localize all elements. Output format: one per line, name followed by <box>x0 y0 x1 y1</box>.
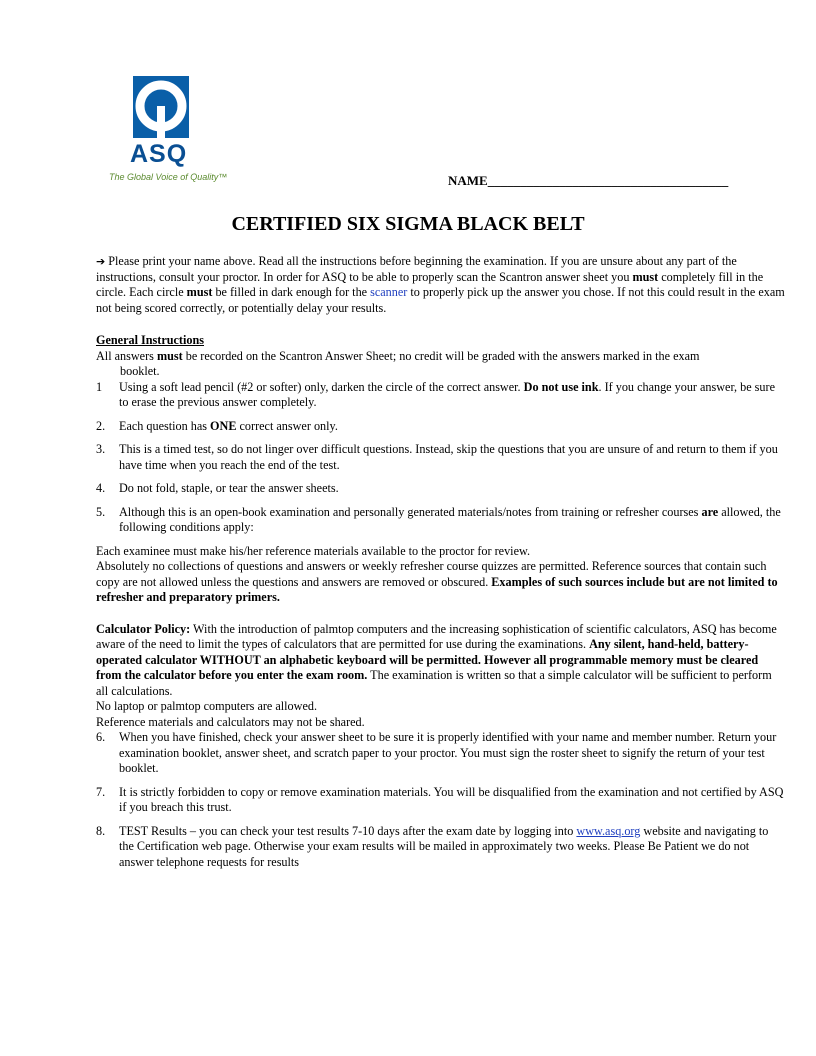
general-heading-text: General Instructions <box>96 333 204 347</box>
general-text-a: All answers <box>96 348 157 363</box>
intro-must-2: must <box>186 285 213 299</box>
intro-paragraph <box>96 254 786 316</box>
name-field <box>448 173 816 189</box>
list-item-4 <box>96 481 786 497</box>
name-underline: _____________________________________ <box>487 173 729 188</box>
logo-wordmark: ASQ <box>130 140 188 168</box>
general-instructions-heading <box>96 333 786 349</box>
list-item-3 <box>96 442 786 473</box>
calculator-policy <box>96 622 786 700</box>
condition-2-bold: Examples of such sources include but are not limited to refresher and preparatory primers. <box>96 574 778 604</box>
intro-text-3: be filled in dark enough for the <box>212 285 371 299</box>
item-text-a: This is a timed test, so do not linger over difficult questions. Instead, skip the questions that you are unsure of and return to them if you have time when you reach the end of the test. <box>119 442 778 472</box>
general-instructions-text <box>96 349 786 380</box>
item-text <box>119 442 786 473</box>
item-number: 1 <box>96 379 103 394</box>
calculator-text-bold: Any silent, hand-held, battery-operated calculator WITHOUT an alphabetic keyboard will be permitted. However all programmable memory must be cleared from the calculator before you enter the exam room. <box>96 637 759 682</box>
intro-text-1: Please print your name above. Read all the instructions before beginning the examination. If you are unsure about any part of the instructions, consult your proctor. In order for ASQ to be able to properly scan the Scantron answer sheet you <box>96 254 737 284</box>
item-number: 7. <box>96 784 106 799</box>
general-text-c: booklet. <box>120 364 160 378</box>
calculator-text-a: With the introduction of palmtop computers and the increasing sophistication of scientific calculators, ASQ has become aware of the need to limit the types of calculators that are permitted for use during the examinations. <box>96 621 777 651</box>
item-text-c: correct answer only. <box>236 418 338 433</box>
item-text-a: Although this is an open-book examination and personally generated materials/notes from training or refresher courses <box>119 504 702 519</box>
list-item-5 <box>96 505 786 536</box>
intro-must-1: must <box>632 269 659 284</box>
item-text-bold: Do not use ink <box>523 379 599 394</box>
general-must: must <box>156 348 183 363</box>
item-text: It is strictly forbidden to copy or remove examination materials. You will be disqualified from the examination and not certified by ASQ if you breach this trust. <box>119 784 784 814</box>
item-text <box>119 505 786 536</box>
condition-2-text: Absolutely no collections of questions and answers or weekly refresher course quizzes are permitted. Reference sources that contain such copy are not allowed unless the questions and answers are removed or obscured. <box>96 559 767 589</box>
logo-q-tail <box>157 106 165 138</box>
condition-no-sharing: Reference materials and calculators may not be shared. <box>96 714 365 729</box>
list-item-8 <box>96 824 786 871</box>
intro-text-2: completely fill in the circle. Each circle <box>96 269 764 299</box>
item-number: 8. <box>96 823 106 838</box>
asq-logo-q-icon <box>109 76 213 186</box>
item-number: 3. <box>96 442 106 456</box>
instructions-body <box>96 254 786 878</box>
intro-text-4: to properly pick up the answer you chose. If not this could result in the exam not being scored correctly, or potentially delay your results. <box>96 285 785 315</box>
calculator-text-c: The examination is written so that a simple calculator will be sufficient to perform all calculations. <box>96 668 772 698</box>
item-text-c: allowed, the following conditions apply: <box>119 504 781 534</box>
page-title: CERTIFIED SIX SIGMA BLACK BELT <box>231 213 585 235</box>
item-number: 5. <box>96 504 106 519</box>
condition-no-laptops: No laptop or palmtop computers are allowed. <box>96 699 318 713</box>
item-text: When you have finished, check your answer sheet to be sure it is properly identified with your name and member number. Return your examination booklet, answer sheet, and scratch paper to your proctor. You must sign the roster sheet to signify the return of your test booklet. <box>119 730 777 775</box>
item-text <box>119 824 786 871</box>
asq-website-link[interactable]: www.asq.org <box>576 823 641 838</box>
list-item-1 <box>96 380 786 411</box>
calculator-policy-label: Calculator Policy: <box>96 621 191 636</box>
list-item-6 <box>96 730 786 777</box>
intro-scanner-word: scanner <box>370 285 408 299</box>
item-text <box>119 419 786 435</box>
list-item-7 <box>96 785 786 816</box>
item-number: 6. <box>96 730 106 744</box>
item-text-c: . If you change your answer, be sure to erase the previous answer completely. <box>119 379 775 409</box>
item-text-a: Do not fold, staple, or tear the answer sheets. <box>119 481 339 495</box>
general-text-b: be recorded on the Scantron Answer Sheet; no credit will be graded with the answers marked in the exam <box>182 348 700 363</box>
list-item-2 <box>96 419 786 435</box>
item-text-bold: ONE <box>210 418 237 433</box>
condition-no-collections <box>96 559 786 606</box>
item-text-a: Each question has <box>119 418 211 433</box>
item-number: 4. <box>96 481 106 495</box>
item-8-text-a: TEST Results – you can check your test results 7-10 days after the exam date by logging into <box>119 823 577 838</box>
item-text-bold: are <box>701 504 719 519</box>
arrow-right-icon: ➔ <box>96 255 106 268</box>
name-label: NAME <box>448 173 488 188</box>
item-text <box>119 481 786 497</box>
item-number: 2. <box>96 418 106 433</box>
logo-tagline: The Global Voice of Quality™ <box>109 172 228 182</box>
item-8-text-b: website and navigating to the Certification web page. Otherwise your exam results will be mailed in approximately two weeks. Please Be Patient we do not answer telephone requests for results <box>119 823 769 869</box>
item-text-a: Using a soft lead pencil (#2 or softer) only, darken the circle of the correct answer. <box>119 379 524 394</box>
condition-reference-materials: Each examinee must make his/her reference materials available to the proctor for review. <box>96 543 531 558</box>
item-text <box>119 380 786 411</box>
